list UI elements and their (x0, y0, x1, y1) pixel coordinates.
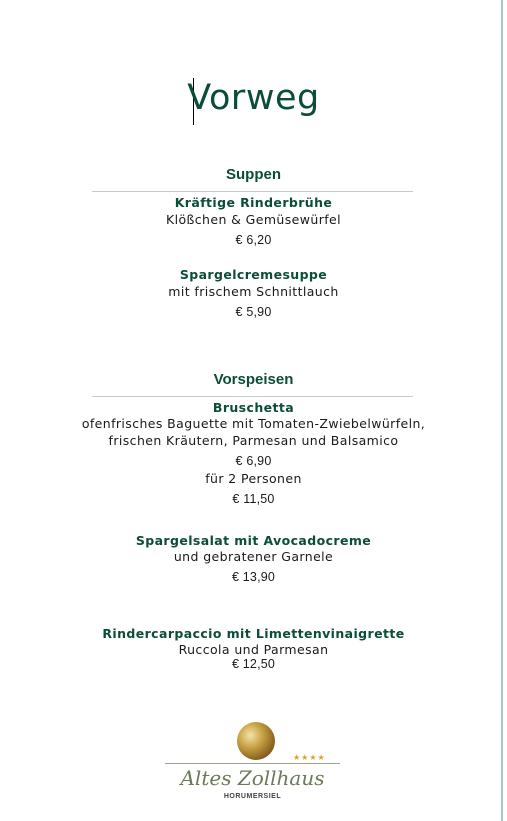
dish-name: Bruschetta (212, 400, 295, 415)
dish-description: und gebratener Garnele (173, 549, 334, 564)
rating-stars: ★★★★ (293, 753, 326, 762)
section-heading-suppen: Suppen (226, 166, 281, 183)
dish-name: Rindercarpaccio mit Limettenvinaigrette (102, 626, 405, 641)
dish-price: € 6,20 (235, 233, 272, 247)
logo-location: HORUMERSIEL (223, 793, 282, 800)
dish-price: € 6,90 (235, 454, 272, 468)
globe-icon (237, 722, 275, 760)
dish-description: Klößchen & Gemüsewürfel (165, 212, 342, 227)
dish-description: mit frischem Schnittlauch (168, 284, 339, 299)
dish-price-alt: € 11,50 (232, 492, 275, 506)
dish-description: ofenfrisches Baguette mit Tomaten-Zwiebelwürfeln, (81, 416, 426, 431)
dish-description: Ruccola und Parmesan (178, 642, 329, 657)
dish-description: frischen Kräutern, Parmesan und Balsamico (108, 433, 399, 448)
restaurant-logo (165, 722, 340, 808)
dish-name: Spargelcremesuppe (179, 267, 328, 282)
section-divider (92, 396, 413, 397)
page-title: Vorweg (187, 78, 320, 118)
section-heading-vorspeisen: Vorspeisen (213, 371, 294, 388)
logo-name: Altes Zollhaus (180, 766, 325, 790)
dish-price: € 13,90 (231, 570, 276, 584)
dish-name: Kräftige Rinderbrühe (174, 195, 333, 210)
logo-divider (165, 763, 340, 764)
dish-name: Spargelsalat mit Avocadocreme (135, 533, 372, 548)
section-divider (92, 191, 413, 192)
dish-price: € 5,90 (235, 305, 272, 319)
dish-portion-label: für 2 Personen (205, 471, 302, 486)
dish-price: € 12,50 (231, 657, 276, 671)
